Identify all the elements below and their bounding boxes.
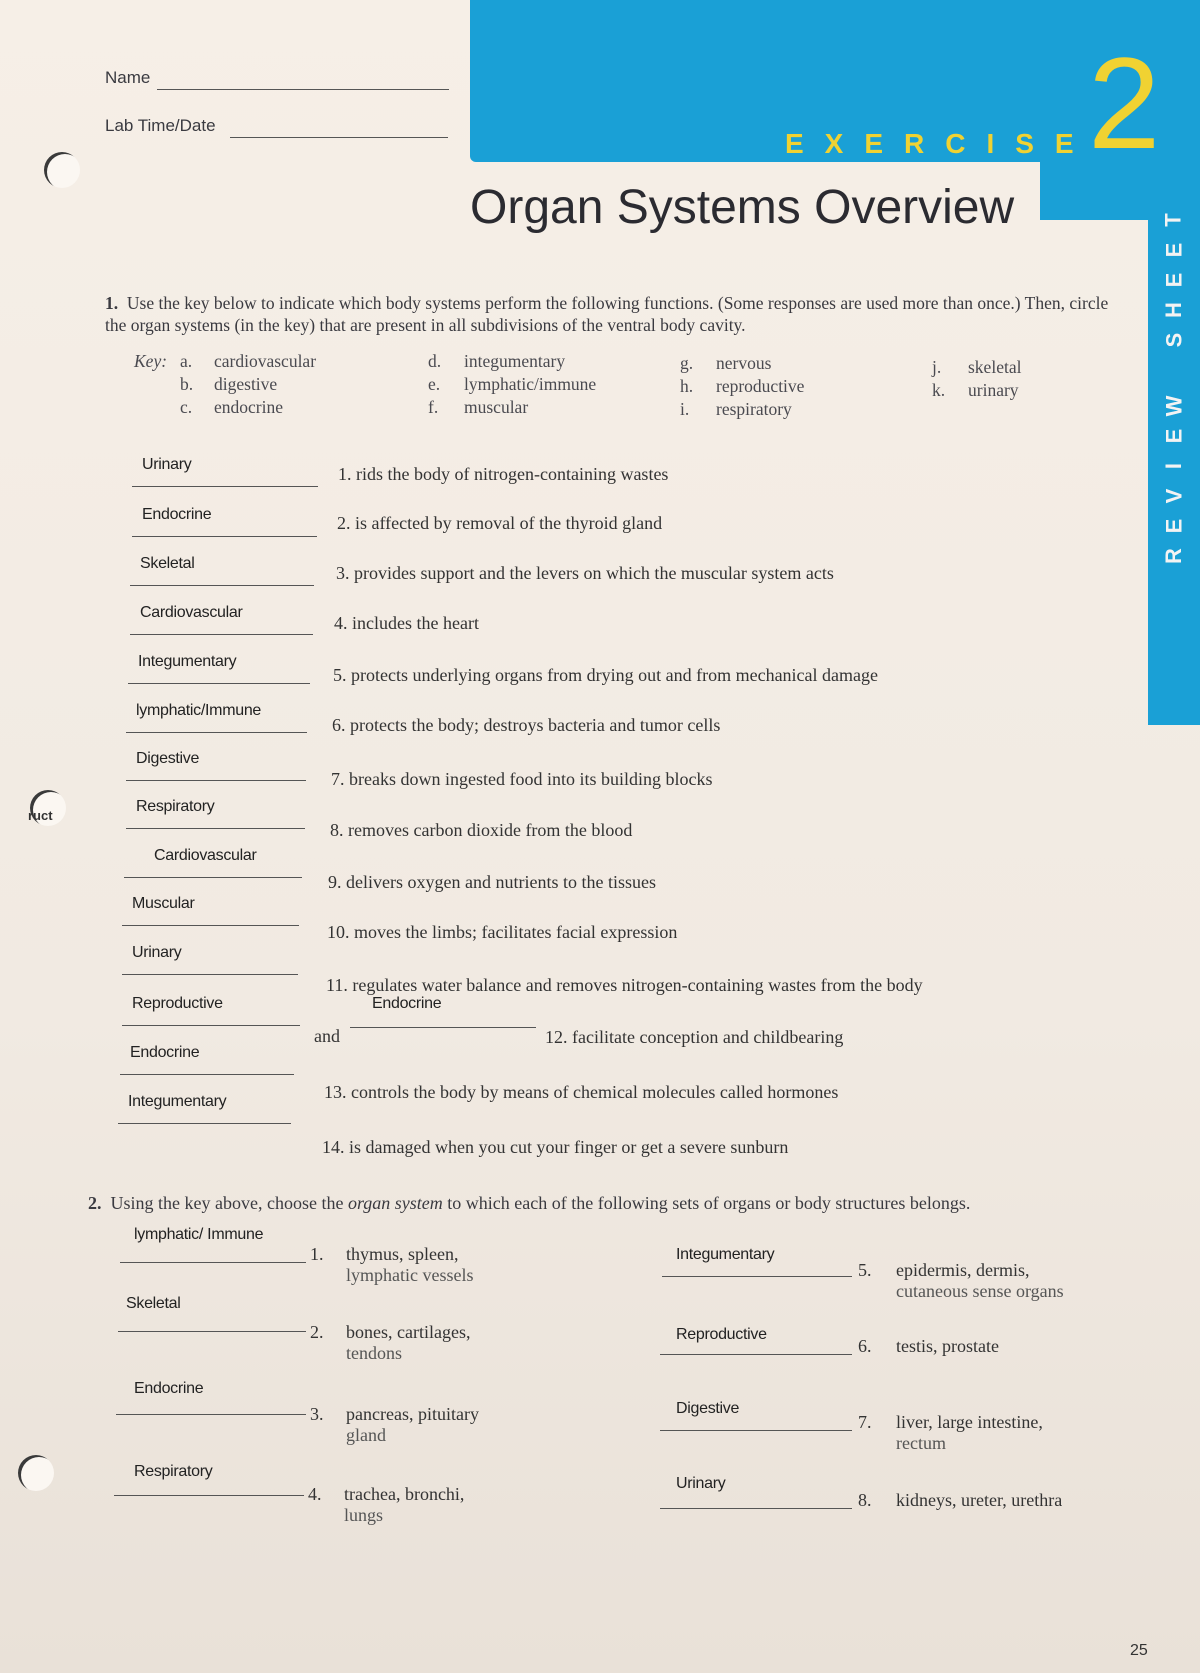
q1-function-text: 7. breaks down ingested food into its building blocks — [331, 769, 713, 789]
q2-answer-line — [114, 1495, 304, 1496]
q2-answer-line — [660, 1430, 852, 1431]
q1-answer-line — [124, 877, 302, 878]
review-tab-letter: V — [1161, 488, 1186, 504]
q2-answer[interactable]: Integumentary — [676, 1246, 775, 1263]
q2-answer-line — [116, 1414, 306, 1415]
q2-answer-line — [660, 1508, 852, 1509]
q1-answer-line — [122, 974, 298, 975]
question-2-text-a: Using the key above, choose the — [110, 1193, 348, 1213]
q1-function-text: 12. facilitate conception and childbearing — [545, 1027, 844, 1047]
question-2-number: 2. — [88, 1193, 102, 1213]
q1-joiner: and — [314, 1026, 340, 1046]
q1-function-text: 5. protects underlying organs from drying out and from mechanical damage — [333, 665, 879, 685]
q2-structure-text: liver, large intestine, — [896, 1412, 1043, 1432]
key-entry[interactable] — [180, 397, 283, 418]
key-letter: d. — [428, 351, 442, 371]
q1-answer-line — [122, 1025, 300, 1026]
q2-answer[interactable]: Digestive — [676, 1400, 740, 1417]
q1-answer-line — [126, 780, 306, 781]
q1-answer-line — [120, 1074, 294, 1075]
q1-answer-line — [126, 732, 307, 733]
key-entry[interactable] — [428, 374, 596, 395]
q2-answer-line — [120, 1262, 306, 1263]
q2-answer[interactable]: Reproductive — [676, 1326, 767, 1343]
name-field[interactable] — [105, 68, 150, 88]
name-label: Name — [105, 68, 151, 87]
exercise-number: 2 — [1088, 30, 1161, 176]
question-1-text: Use the key below to indicate which body systems perform the following functions. (Some responses are used more than once.) Then, circle the organ systems (in the key) that are present in all subdivisions of the ventral body cavity. — [105, 293, 1109, 335]
q2-answer-line — [660, 1354, 852, 1355]
key-term: skeletal — [968, 357, 1022, 377]
q1-answer[interactable]: Reproductive — [132, 995, 223, 1012]
q1-answer[interactable]: Integumentary — [128, 1093, 227, 1110]
punch-hole-top — [44, 152, 80, 188]
q2-item-number: 5. — [858, 1260, 872, 1280]
q2-structure-text: epidermis, dermis, — [896, 1260, 1030, 1280]
review-tab-letter: T — [1160, 213, 1186, 227]
key-term: integumentary — [464, 351, 566, 371]
page-number: 25 — [1130, 1642, 1148, 1659]
q2-structure-text: trachea, bronchi, — [344, 1484, 465, 1504]
key-letter: e. — [428, 374, 441, 394]
key-label: Key: — [134, 351, 168, 371]
key-entry[interactable] — [680, 376, 804, 397]
lab-time-date-field[interactable] — [105, 116, 216, 136]
q2-structure-text: testis, prostate — [896, 1336, 999, 1356]
key-entry[interactable] — [428, 397, 528, 418]
q2-answer-line — [118, 1331, 306, 1332]
key-term: lymphatic/immune — [464, 374, 597, 394]
edge-fragment-text: ruct — [28, 808, 53, 823]
key-letter: b. — [180, 374, 194, 394]
q2-structure-text: pancreas, pituitary — [346, 1404, 479, 1424]
key-letter: h. — [680, 376, 694, 396]
q1-answer[interactable]: Digestive — [136, 750, 200, 767]
key-entry[interactable] — [180, 374, 277, 395]
q1-function-text: 10. moves the limbs; facilitates facial expression — [327, 922, 678, 942]
q2-structure-text: gland — [346, 1425, 386, 1445]
q1-function-text: 4. includes the heart — [334, 613, 479, 633]
q1-answer[interactable]: Respiratory — [136, 798, 215, 815]
q1-answer-line — [122, 925, 299, 926]
q1-answer[interactable]: Integumentary — [138, 653, 237, 670]
question-1-instructions — [105, 292, 1120, 336]
q1-function-text: 3. provides support and the levers on which the muscular system acts — [336, 563, 834, 583]
review-sheet-tab-label — [1152, 205, 1196, 571]
q1-answer[interactable]: lymphatic/Immune — [136, 702, 262, 719]
key-entry[interactable] — [428, 351, 565, 372]
key-term: reproductive — [716, 376, 805, 396]
q2-structure-text: kidneys, ureter, urethra — [896, 1490, 1063, 1510]
q1-function-text: 9. delivers oxygen and nutrients to the tissues — [328, 872, 656, 892]
q2-item-number: 2. — [310, 1322, 324, 1342]
q1-answer[interactable]: Endocrine — [142, 506, 212, 523]
q1-answer[interactable]: Muscular — [132, 895, 195, 912]
q1-answer-line — [126, 828, 305, 829]
q1-answer-line — [128, 683, 310, 684]
q1-answer-line — [130, 634, 313, 635]
q2-answer[interactable]: Endocrine — [134, 1380, 204, 1397]
q1-answer-second[interactable]: Endocrine — [372, 995, 442, 1012]
review-tab-letter: E — [1161, 272, 1186, 288]
q2-structure-text: lungs — [344, 1505, 384, 1525]
q2-answer[interactable]: Skeletal — [126, 1295, 181, 1312]
q2-structure-text: rectum — [896, 1433, 946, 1453]
key-entry[interactable] — [932, 380, 1019, 401]
review-tab-letter: W — [1160, 395, 1186, 417]
q2-structure-text: thymus, spleen, — [346, 1244, 459, 1264]
key-letter: g. — [680, 353, 694, 373]
q1-answer-line — [130, 585, 314, 586]
q2-item-number: 8. — [858, 1490, 872, 1510]
q2-item-number: 4. — [308, 1484, 322, 1504]
key-letter: j. — [932, 357, 942, 377]
q2-answer[interactable]: lymphatic/ Immune — [134, 1226, 264, 1243]
review-tab-letter: I — [1161, 462, 1186, 470]
q1-answer[interactable]: Cardiovascular — [154, 847, 257, 864]
punch-hole-bottom — [18, 1455, 54, 1491]
key-term: nervous — [716, 353, 772, 373]
key-letter: k. — [932, 380, 946, 400]
q1-function-text: 6. protects the body; destroys bacteria and tumor cells — [332, 715, 721, 735]
q1-answer[interactable]: Endocrine — [130, 1044, 200, 1061]
q1-answer-line — [118, 1123, 291, 1124]
question-1-number: 1. — [105, 293, 119, 313]
review-tab-letter: S — [1161, 332, 1186, 348]
q2-structure-text: cutaneous sense organs — [896, 1281, 1064, 1301]
key-term: muscular — [464, 397, 529, 417]
question-2-instructions — [88, 1192, 1103, 1214]
q2-answer-line — [662, 1276, 852, 1277]
q1-function-text: 13. controls the body by means of chemical molecules called hormones — [324, 1082, 839, 1102]
q1-answer-line — [132, 536, 317, 537]
key-term: cardiovascular — [214, 351, 317, 371]
review-tab-letter — [1156, 370, 1192, 376]
q2-answer[interactable]: Respiratory — [134, 1463, 213, 1480]
q1-function-text: 8. removes carbon dioxide from the blood — [330, 820, 633, 840]
key-letter: a. — [180, 351, 193, 371]
q1-answer[interactable]: Urinary — [142, 456, 192, 473]
question-2-text-b: to which each of the following sets of organs or body structures belongs. — [442, 1193, 971, 1213]
review-tab-letter: R — [1160, 548, 1186, 564]
q2-answer[interactable]: Urinary — [676, 1475, 726, 1492]
key-entry[interactable] — [180, 351, 316, 372]
review-tab-letter: E — [1161, 518, 1186, 534]
key-letter: i. — [680, 399, 690, 419]
q2-item-number: 6. — [858, 1336, 872, 1356]
key-term: urinary — [968, 380, 1019, 400]
key-term: endocrine — [214, 397, 283, 417]
q2-structure-text: tendons — [346, 1343, 402, 1363]
key-entry[interactable] — [680, 353, 771, 374]
q1-function-text: 2. is affected by removal of the thyroid gland — [337, 513, 663, 533]
key-term: respiratory — [716, 399, 792, 419]
review-tab-letter: E — [1161, 428, 1186, 444]
review-tab-letter: E — [1161, 242, 1186, 258]
q1-answer[interactable]: Urinary — [132, 944, 182, 961]
q1-function-text: 11. regulates water balance and removes nitrogen-containing wastes from the body — [326, 975, 923, 995]
q2-item-number: 7. — [858, 1412, 872, 1432]
q2-item-number: 1. — [310, 1244, 324, 1264]
q1-answer-line — [132, 486, 318, 487]
q2-structure-text: bones, cartilages, — [346, 1322, 471, 1342]
review-tab-letter: H — [1160, 302, 1186, 318]
q1-function-text: 1. rids the body of nitrogen-containing wastes — [338, 464, 669, 484]
exercise-label: EXERCISE — [785, 128, 1095, 159]
key-letter: c. — [180, 397, 193, 417]
q2-item-number: 3. — [310, 1404, 324, 1424]
q1-answer[interactable]: Skeletal — [140, 555, 195, 572]
q2-structure-text: lymphatic vessels — [346, 1265, 474, 1285]
page-title: Organ Systems Overview — [470, 181, 1015, 234]
key-term: digestive — [214, 374, 278, 394]
key-entry[interactable] — [680, 399, 792, 420]
key-entry[interactable] — [932, 357, 1021, 378]
q1-answer[interactable]: Cardiovascular — [140, 604, 243, 621]
lab-time-date-label: Lab Time/Date — [105, 116, 216, 135]
question-2-text-em: organ system — [347, 1193, 443, 1213]
q1-answer-line-second — [350, 1027, 536, 1028]
key-letter: f. — [428, 397, 439, 417]
q1-function-text: 14. is damaged when you cut your finger or get a severe sunburn — [322, 1137, 789, 1157]
